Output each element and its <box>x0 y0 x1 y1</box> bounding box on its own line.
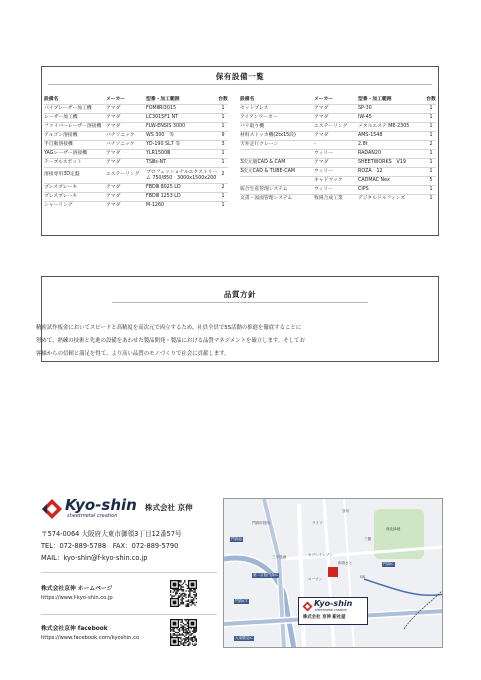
cell-qty: 1 <box>218 123 228 132</box>
cell-maker: キャドマック <box>314 177 358 186</box>
cell-name: 文書・図面管理システム <box>240 195 314 204</box>
company-logo <box>41 496 211 522</box>
map-logo-box <box>298 597 368 625</box>
table-row <box>44 202 228 211</box>
table-row <box>44 184 228 193</box>
cell-model: FLW-ENSIS 3000 <box>146 123 218 132</box>
table-row <box>44 114 228 123</box>
cell-maker: - <box>314 141 358 150</box>
cell-maker: ウィリー <box>314 168 358 177</box>
cell-name: パイプレーザー加工機 <box>44 105 106 114</box>
cell-qty: 1 <box>426 168 436 177</box>
cell-qty: 2 <box>426 141 436 150</box>
table-row <box>240 186 436 195</box>
table-row <box>44 141 228 150</box>
col-maker: メーカー <box>314 96 334 102</box>
map-label: ライフ <box>312 521 323 525</box>
equipment-table-right <box>240 96 436 203</box>
map-label: ローソン <box>308 577 323 581</box>
cell-name <box>240 150 314 159</box>
cell-qty: 1 <box>426 186 436 195</box>
cell-qty: 1 <box>218 159 228 168</box>
cell-qty: 1 <box>426 123 436 132</box>
cell-model: YD-190 SL7 等 <box>146 141 218 150</box>
cell-model: FBDⅢ 8025 LD <box>146 184 218 193</box>
cell-name: テーブルスポット <box>44 159 106 168</box>
table-row <box>44 132 228 141</box>
company-mail[interactable]: MAIL：kyo-shin@f-kyo-shin.co.jp <box>41 554 148 562</box>
homepage-title: 株式会社京伸 ホームページ <box>41 586 113 592</box>
company-contact <box>41 528 182 564</box>
cell-name: 天井走行クレーン <box>240 141 314 150</box>
cell-model: LC3015F1 NT <box>146 114 218 123</box>
cell-model: デジタルドルフィンズ <box>358 195 426 204</box>
divider <box>41 614 217 615</box>
cell-model: メタルエステ ME-2305 <box>358 123 426 132</box>
brand-sub: sheetmetal creation <box>67 513 118 519</box>
cell-maker: アマダ <box>106 123 146 132</box>
table-row <box>240 177 436 186</box>
map-label: セブンイレブン <box>308 553 333 557</box>
divider <box>41 572 217 573</box>
cell-model: SHEETWORKS V19 <box>358 159 426 168</box>
col-qty: 台数 <box>426 96 436 102</box>
cell-maker: アマダ <box>106 184 146 193</box>
cell-qty: 3 <box>218 141 228 150</box>
cell-model: 2.8t <box>358 141 426 150</box>
policy-title: 品質方針 <box>223 290 257 299</box>
col-name: 設備名 <box>240 96 255 102</box>
cell-maker: アマダ <box>314 114 358 123</box>
cell-name: プレスブレーキ <box>44 184 106 193</box>
table-row <box>44 168 228 184</box>
cell-model: CIPS <box>358 186 426 195</box>
map-label: GS <box>360 575 366 579</box>
map-label: 和食さと <box>338 561 353 565</box>
cell-qty: 2 <box>218 184 228 193</box>
cell-qty: 5 <box>426 177 436 186</box>
map-label: 深北緑地 <box>386 527 401 531</box>
cell-name: ファイバーレーザー溶接機 <box>44 123 106 132</box>
col-maker: メーカー <box>106 96 126 102</box>
cell-name: YAGレーザー溶接機 <box>44 150 106 159</box>
cell-maker: アマダ <box>106 193 146 202</box>
cell-qty: 1 <box>218 202 228 211</box>
cell-maker: アマダ <box>314 159 358 168</box>
cell-maker: アマダ <box>106 114 146 123</box>
table-row <box>240 159 436 168</box>
map-label: 門真市役所 <box>252 521 270 525</box>
cell-name: アイアンワーカー <box>240 114 314 123</box>
col-name: 設備名 <box>44 96 59 102</box>
policy-text <box>36 322 396 360</box>
divider <box>112 302 368 303</box>
cell-qty: 1 <box>218 150 228 159</box>
table-row <box>240 195 436 204</box>
map-label: 三箇 <box>364 537 372 541</box>
cell-model: FOMⅡRI3015 <box>146 105 218 114</box>
map-label: 三ツ島南 <box>272 555 287 559</box>
cell-maker: アマダ <box>314 132 358 141</box>
facebook-block <box>41 623 139 641</box>
map-brand-sub: sheetmetal creation <box>315 608 348 612</box>
cell-name: 3次元CAD & TUBE-CAM <box>240 168 314 177</box>
map-label: 門真南 <box>231 537 242 541</box>
cell-name: プレスブレーキ <box>44 193 106 202</box>
cell-qty: 1 <box>218 193 228 202</box>
cell-model: CADMAC Nex <box>358 177 426 186</box>
facebook-qr-icon[interactable] <box>170 619 197 646</box>
cell-name: バリ取り機 <box>240 123 314 132</box>
cell-name: 溶接専用3D定盤 <box>44 168 106 184</box>
map-label: 門真JCT <box>235 599 248 603</box>
cell-model: AMS-1548 <box>358 132 426 141</box>
table-row <box>240 123 436 132</box>
access-map <box>223 498 443 648</box>
cell-qty: 2 <box>218 168 228 184</box>
cell-model: M-1260 <box>146 202 218 211</box>
cell-maker: エステーリング <box>314 123 358 132</box>
brand-name: Kyo-shin <box>65 496 137 514</box>
cell-model: WS 300 等 <box>146 132 218 141</box>
map-label: 谷川 <box>342 509 350 513</box>
table-row <box>240 105 436 114</box>
cell-name: 統合生産管理システム <box>240 186 314 195</box>
policy-line: 客様からの信頼と満足を得て、より高い品質のモノづくりで社会に貢献します。 <box>36 350 230 357</box>
cell-maker: アマダ <box>106 150 146 159</box>
cell-name <box>240 177 314 186</box>
logo-mark-icon <box>302 601 313 612</box>
cell-maker: ウィリー <box>314 186 358 195</box>
cell-qty: 9 <box>218 132 228 141</box>
map-label: 第二京阪門真IC <box>253 573 279 577</box>
homepage-qr-icon[interactable] <box>170 580 197 607</box>
cell-model: プロフェッショナルエクストリーム 750/850 3000x1500x200 <box>146 168 218 184</box>
cell-maker: パナソニック <box>106 132 146 141</box>
map-brand: Kyo-shin <box>314 599 353 608</box>
cell-model: FBDⅢ 1253 LD <box>146 193 218 202</box>
cell-model: RADAN20 <box>358 150 426 159</box>
col-model: 型番・加工範囲 <box>358 96 392 102</box>
cell-qty: 1 <box>426 132 436 141</box>
map-label: 大東鶴見IC <box>235 636 253 640</box>
cell-name: レーザー加工機 <box>44 114 106 123</box>
homepage-url[interactable]: https://www.f-kyo-shin.co.jp <box>41 595 113 601</box>
cell-name: 半自動溶接機 <box>44 141 106 150</box>
map-label: 門真IC <box>383 562 394 566</box>
col-model: 型番・加工範囲 <box>146 96 180 102</box>
company-location-marker-icon <box>328 567 338 577</box>
facebook-url[interactable]: https://www.facebook.com/kyoshin.co <box>41 635 140 641</box>
table-row <box>44 105 228 114</box>
homepage-block <box>41 583 113 601</box>
cell-name: アルゴン溶接機 <box>44 132 106 141</box>
equipment-table-left <box>44 96 228 210</box>
equipment-title: 保有設備一覧 <box>215 72 265 81</box>
company-tel-fax: TEL：072-889-5788 FAX：072-889-5790 <box>41 542 179 550</box>
cell-name: シャーリング <box>44 202 106 211</box>
company-address: 〒574-0064 大阪府大東市御領3丁目12番57号 <box>41 530 182 538</box>
cell-name: セットプレス <box>240 105 314 114</box>
table-row <box>240 114 436 123</box>
cell-maker: ウィリー <box>314 150 358 159</box>
table-row <box>44 150 228 159</box>
cell-model: ROZA 12 <box>358 168 426 177</box>
col-qty: 台数 <box>218 96 228 102</box>
cell-qty: 1 <box>218 114 228 123</box>
company-name: 株式会社 京伸 <box>145 503 193 512</box>
cell-qty: 1 <box>426 105 436 114</box>
divider <box>48 84 432 85</box>
table-row <box>44 123 228 132</box>
facebook-title: 株式会社京伸 facebook <box>41 626 108 632</box>
cell-qty: 1 <box>218 105 228 114</box>
cell-maker: パナソニック <box>106 141 146 150</box>
table-row <box>240 150 436 159</box>
cell-maker: 牧岡合成工業 <box>314 195 358 204</box>
cell-qty: 1 <box>426 195 436 204</box>
table-row <box>44 193 228 202</box>
logo-mark-icon <box>41 498 63 520</box>
cell-qty: 1 <box>426 159 436 168</box>
policy-line: 精密試作板金においてスピードと高精度を高次元で両立するため、社員全員で5S活動の推進を徹底することに <box>36 325 302 331</box>
cell-model: IW-45 <box>358 114 426 123</box>
cell-qty: 1 <box>426 150 436 159</box>
table-row <box>240 141 436 150</box>
cell-maker: エステーリング <box>106 168 146 184</box>
policy-line: 努めて、熟練の技術と先進の設備をあわせた製品開発・製品における品質マネジメントを確立します。そしてお <box>36 337 305 344</box>
cell-maker: アマダ <box>314 105 358 114</box>
cell-maker: アマダ <box>106 159 146 168</box>
cell-model: TSⅢs-NT <box>146 159 218 168</box>
table-row <box>44 159 228 168</box>
table-row <box>240 132 436 141</box>
cell-name: 材料ストッカ機(2tx15段) <box>240 132 314 141</box>
cell-maker: アマダ <box>106 202 146 211</box>
cell-maker: アマダ <box>106 105 146 114</box>
cell-model: YLR1500Ⅲ <box>146 150 218 159</box>
table-row <box>240 168 436 177</box>
cell-qty: 1 <box>426 114 436 123</box>
cell-model: SP-30 <box>358 105 426 114</box>
cell-name: 3次元版CAD & CAM <box>240 159 314 168</box>
map-company-label: 株式会社 京伸 新社屋 <box>303 615 346 620</box>
